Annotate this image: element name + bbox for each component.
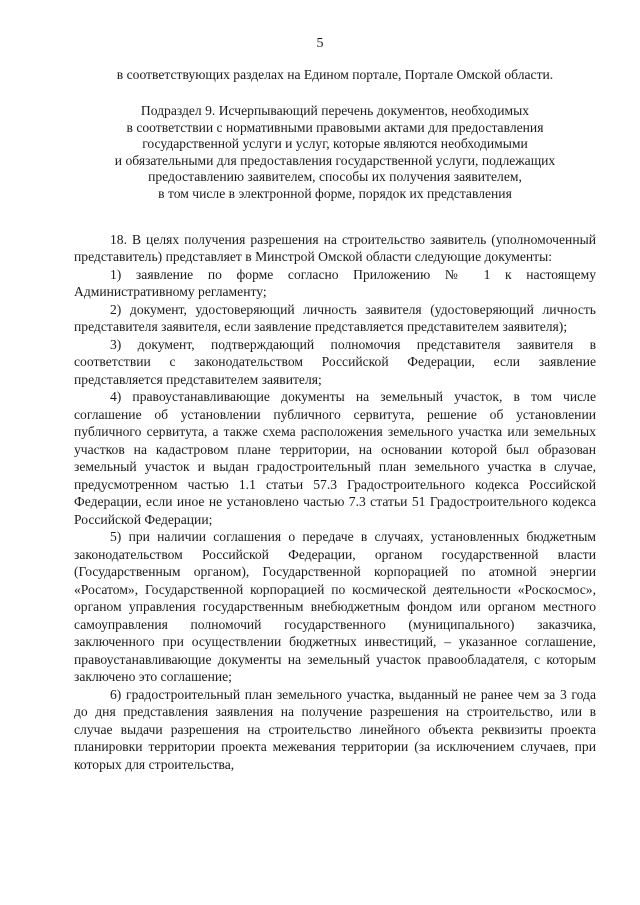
- heading-line: Подраздел 9. Исчерпывающий перечень документов, необходимых: [140, 103, 530, 118]
- list-item-2: 2) документ, удостоверяющий личность заявителя (удостоверяющий личность представителя заявителя, если заявление представляется представителем заявителя);: [74, 301, 596, 335]
- heading-line: и обязательными для предоставления государственной услуги, подлежащих: [114, 152, 556, 168]
- heading-line: в соответствии с нормативными правовыми актами для предоставления: [126, 119, 544, 135]
- list-item-6: 6) градостроительный план земельного участка, выданный не ранее чем за 3 года до дня представления заявления на получение разрешения на строительство, или в случае выдачи разрешения на строительство линейного объекта реквизиты проекта планировки территории проекта межевания территории (за исключением случаев, при которых для строительства,: [74, 686, 596, 772]
- document-list: [74, 231, 596, 774]
- heading-line: государственной услуги и услуг, которые являются необходимыми: [142, 136, 528, 152]
- list-item-3: 3) документ, подтверждающий полномочия представителя заявителя в соответствии с законодательством Российской Федерации, если заявление представляется представителем заявителя;: [74, 336, 596, 387]
- paragraph-18: 18. В целях получения разрешения на строительство заявитель (уполномоченный представитель) представляет в Минстрой Омской области следующие документы:: [74, 231, 596, 265]
- subsection-heading: [74, 103, 596, 203]
- list-item-4: 4) правоустанавливающие документы на земельный участок, в том числе соглашение об установлении публичного сервитута, решение об установлении публичного сервитута, а также схема расположения земельного участка или земельных участков на кадастровом плане территории, на основании которой был образован земельный участок и выдан градостроительный план земельного участка в случае, предусмотренном частью 1.1 статьи 57.3 Градостроительного кодекса Российской Федерации, если иное не установлено частью 7.3 статьи 51 Градостроительного кодекса Российской Федерации;: [74, 389, 596, 527]
- heading-line: в том числе в электронной форме, порядок их представления: [158, 185, 512, 201]
- document-body: [74, 66, 596, 773]
- page-number: 5: [316, 36, 324, 51]
- heading-line: предоставлению заявителем, способы их получения заявителем,: [148, 169, 522, 185]
- intro-line: в соответствующих разделах на Едином портале, Портале Омской области.: [116, 67, 554, 82]
- list-item-5: 5) при наличии соглашения о передаче в случаях, установленных бюджетным законодательством Российской Федерации, органом государственной власти (Государственным органом), Государственной корпорацией по атомной энергии «Росатом», Государственной корпорацией по космической деятельности «Роскосмос», органом управления государственным внебюджетным фондом или органом местного самоуправления полномочий государственного (муниципального) заказчика, заключенного при осуществлении бюджетных инвестиций, – указанное соглашение, правоустанавливающие документы на земельный участок правообладателя, с которым заключено это соглашение;: [74, 529, 596, 685]
- list-item-1: 1) заявление по форме согласно Приложению № 1 к настоящему Административному регламенту;: [74, 266, 596, 300]
